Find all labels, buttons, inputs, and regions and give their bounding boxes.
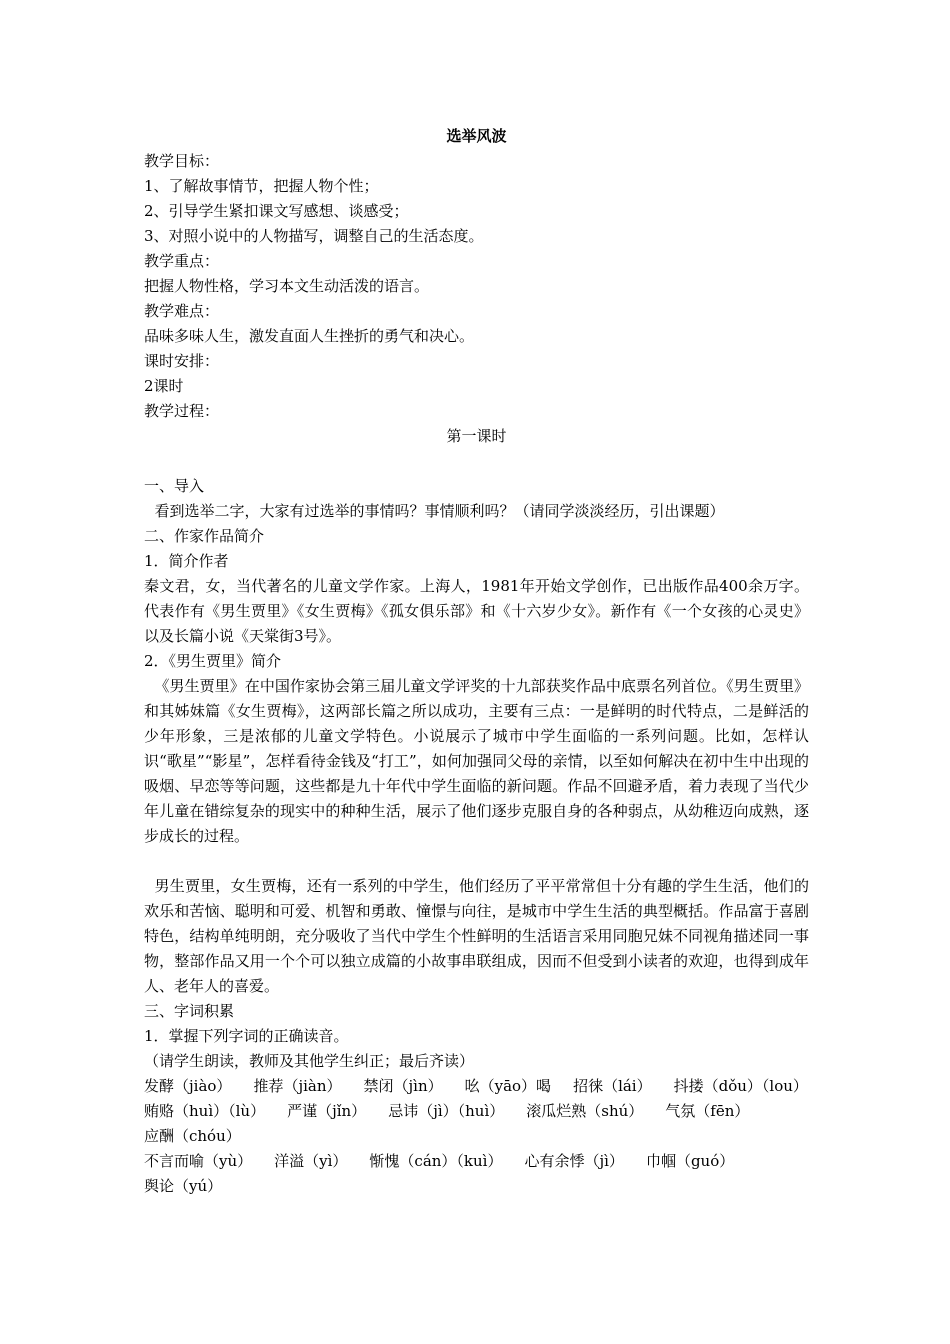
goals-heading: 教学目标： [144, 152, 220, 170]
goal-item: 1、了解故事情节，把握人物个性； [144, 177, 379, 195]
difficulty-heading: 教学难点： [144, 302, 220, 320]
section-heading: 三、字词积累 [144, 1002, 235, 1020]
subsection-heading: 2．《男生贾里》简介 [144, 652, 282, 670]
vocab-item: 抖搂（dǒu）（lou） [673, 1077, 808, 1095]
vocab-item: 滚瓜烂熟（shú） [526, 1102, 644, 1120]
vocab-item: 吆（yāo）喝 [464, 1077, 552, 1095]
vocab-row [144, 1149, 809, 1199]
vocab-item: 忌讳（jì）（huì） [388, 1102, 505, 1120]
book-paragraph: 《男生贾里》在中国作家协会第三届儿童文学评奖的十九部获奖作品中底票名列首位。《男生贾里》和其姊妹篇《女生贾梅》，这两部长篇之所以成功，主要有三点：一是鲜明的时代特点，二是鲜活的少年形象，三是浓郁的儿童文学特色。小说展示了城市中学生面临的一系列问题。比如，怎样认识“歌星”“影星”，怎样看待金钱及“打工”，如何加强同父母的亲情，以至如何解决在初中生中出现的吸烟、早恋等等问题，这些都是九十年代中学生面临的新问题。作品不回避矛盾，着力表现了当代少年儿童在错综复杂的现实中的种种生活，展示了他们逐步克服自身的各种弱点，从幼稚迈向成熟，逐步成长的过程。 [144, 677, 809, 845]
vocab-item: 推荐（jiàn） [253, 1077, 342, 1095]
vocab-row [144, 1099, 809, 1149]
lesson-heading: 第一课时 [446, 427, 507, 445]
vocab-item: 洋溢（yì） [274, 1152, 348, 1170]
key-heading: 教学重点： [144, 252, 220, 270]
vocab-item: 应酬（chóu） [144, 1127, 241, 1145]
section-heading: 二、作家作品简介 [144, 527, 265, 545]
document-title: 选举风波 [446, 127, 507, 145]
vocab-item: 不言而喻（yù） [144, 1152, 253, 1170]
vocab-item: 心有余悸（jì） [524, 1152, 624, 1170]
vocab-item: 惭愧（cán）（kuì） [369, 1152, 503, 1170]
schedule-heading: 课时安排： [144, 352, 220, 370]
vocab-item: 招徕（lái） [573, 1077, 652, 1095]
vocab-item: 气氛（fēn） [665, 1102, 750, 1120]
book-paragraph: 男生贾里，女生贾梅，还有一系列的中学生，他们经历了平平常常但十分有趣的学生生活，他们的欢乐和苦恼、聪明和可爱、机智和勇敢、憧憬与向往，是城市中学生生活的典型概括。作品富于喜剧特色，结构单纯明朗，充分吸收了当代中学生个性鲜明的生活语言采用同胞兄妹不同视角描述同一事物，整部作品又用一个个可以独立成篇的小故事串联组成，因而不但受到小读者的欢迎，也得到成年人、老年人的喜爱。 [144, 877, 809, 995]
goal-item: 3、对照小说中的人物描写，调整自己的生活态度。 [144, 227, 484, 245]
document-page [144, 124, 809, 1199]
process-heading: 教学过程： [144, 402, 220, 420]
goal-item: 2、引导学生紧扣课文写感想、谈感受； [144, 202, 409, 220]
vocab-item: 巾帼（guó） [645, 1152, 735, 1170]
intro-text: 看到选举二字，大家有过选举的事情吗？事情顺利吗？（请同学淡淡经历，引出课题） [154, 502, 725, 520]
spacer [144, 449, 809, 474]
author-paragraph: 秦文君，女，当代著名的儿童文学作家。上海人，1981年开始文学创作，已出版作品400余万字。代表作有《男生贾里》《女生贾梅》《孤女俱乐部》和《十六岁少女》。新作有《一个女孩的心灵史》以及长篇小说《天棠街3号》。 [144, 577, 809, 645]
key-text: 把握人物性格，学习本文生动活泼的语言。 [144, 277, 430, 295]
vocab-row [144, 1074, 809, 1099]
difficulty-text: 品味多味人生，激发直面人生挫折的勇气和决心。 [144, 327, 475, 345]
subsection-heading: 1．简介作者 [144, 552, 229, 570]
vocab-item: 禁闭（jìn） [363, 1077, 443, 1095]
vocab-instruction: （请学生朗读，教师及其他学生纠正；最后齐读） [144, 1052, 475, 1070]
vocab-item: 发酵（jiào） [144, 1077, 232, 1095]
subsection-heading: 1．掌握下列字词的正确读音。 [144, 1027, 349, 1045]
vocab-item: 贿赂（huì）（lù） [144, 1102, 266, 1120]
vocab-item: 舆论（yú） [144, 1177, 223, 1195]
schedule-text: 2课时 [144, 377, 184, 395]
vocab-item: 严谨（jǐn） [287, 1102, 367, 1120]
section-heading: 一、导入 [144, 477, 205, 495]
